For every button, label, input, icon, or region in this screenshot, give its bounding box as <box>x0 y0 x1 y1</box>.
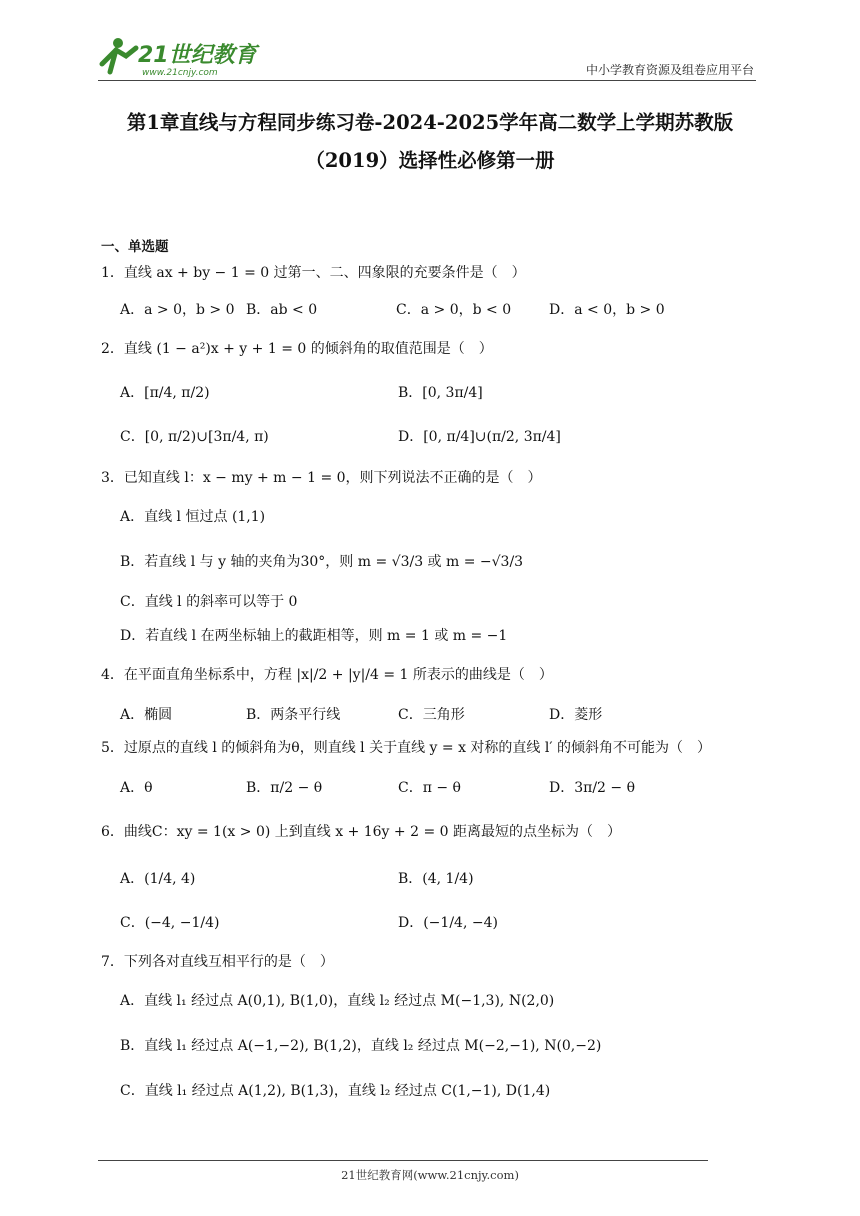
q5-option-c: C．π − θ <box>398 780 461 796</box>
q3-option-c: C．直线 l 的斜率可以等于 0 <box>120 594 298 610</box>
q3-option-a: A．直线 l 恒过点 (1,1) <box>120 509 266 525</box>
q3-option-d: D．若直线 l 在两坐标轴上的截距相等，则 m = 1 或 m = −1 <box>120 628 508 644</box>
svg-text:www.21cnjy.com: www.21cnjy.com <box>142 68 218 78</box>
question-2: 2．直线 (1 − a²)x + y + 1 = 0 的倾斜角的取值范围是（ ） <box>101 341 493 357</box>
q1-option-d: D．a < 0，b > 0 <box>549 302 665 318</box>
q6-option-d: D．(−1/4, −4) <box>398 915 498 931</box>
q2-option-b: B．[0, 3π/4] <box>398 385 483 401</box>
q2-option-c: C．[0, π/2)∪[3π/4, π) <box>120 429 269 445</box>
q7-option-b: B．直线 l₁ 经过点 A(−1,−2), B(1,2)，直线 l₂ 经过点 M(−2,−1), N(0,−2) <box>120 1038 602 1054</box>
site-logo <box>96 34 266 78</box>
q2-option-a: A．[π/4, π/2) <box>120 385 210 401</box>
q7-option-a: A．直线 l₁ 经过点 A(0,1), B(1,0)，直线 l₂ 经过点 M(−1,3), N(2,0) <box>120 993 555 1009</box>
q1-option-c: C．a > 0，b < 0 <box>396 302 512 318</box>
q1-option-b: B．ab < 0 <box>246 302 318 318</box>
q5-option-b: B．π/2 − θ <box>246 780 323 796</box>
q2-option-d: D．[0, π/4]∪(π/2, 3π/4] <box>398 429 561 445</box>
q7-option-c: C．直线 l₁ 经过点 A(1,2), B(1,3)，直线 l₂ 经过点 C(1,−1), D(1,4) <box>120 1083 551 1099</box>
q4-option-b: B．两条平行线 <box>246 707 341 723</box>
q5-option-a: A．θ <box>120 780 153 796</box>
q4-option-a: A．椭圆 <box>120 707 173 723</box>
q4-option-c: C．三角形 <box>398 707 465 723</box>
question-3: 3．已知直线 l：x − my + m − 1 = 0，则下列说法不正确的是（ ） <box>101 470 542 486</box>
q6-option-b: B．(4, 1/4) <box>398 871 474 887</box>
q1-option-a: A．a > 0，b > 0 <box>120 302 235 318</box>
q3-option-b: B．若直线 l 与 y 轴的夹角为30°，则 m = √3/3 或 m = −√3/3 <box>120 554 524 570</box>
footer-divider <box>98 1160 708 1161</box>
question-7: 7．下列各对直线互相平行的是（ ） <box>101 954 334 970</box>
doc-title-line1: 第1章直线与方程同步练习卷-2024-2025学年高二数学上学期苏教版 <box>126 111 734 134</box>
question-5: 5．过原点的直线 l 的倾斜角为θ，则直线 l 关于直线 y = x 对称的直线 l′ 的倾斜角不可能为（ ） <box>101 740 711 756</box>
q6-option-a: A．(1/4, 4) <box>120 871 196 887</box>
site-name: 中小学教育资源及组卷应用平台 <box>585 63 754 77</box>
section-heading: 一、单选题 <box>101 239 169 255</box>
question-6: 6．曲线C：xy = 1(x > 0) 上到直线 x + 16y + 2 = 0 距离最短的点坐标为（ ） <box>101 824 621 840</box>
q4-option-d: D．菱形 <box>549 707 603 723</box>
doc-title-line2: （2019）选择性必修第一册 <box>305 149 555 172</box>
q5-option-d: D．3π/2 − θ <box>549 780 636 796</box>
svg-text:21世纪教育: 21世纪教育 <box>138 43 257 68</box>
question-4: 4．在平面直角坐标系中，方程 |x|/2 + |y|/4 = 1 所表示的曲线是（ ） <box>101 667 553 683</box>
header-divider <box>98 80 756 81</box>
question-1: 1．直线 ax + by − 1 = 0 过第一、二、四象限的充要条件是（ ） <box>101 265 526 281</box>
footer-text: 21世纪教育网(www.21cnjy.com) <box>341 1168 519 1182</box>
q6-option-c: C．(−4, −1/4) <box>120 915 220 931</box>
